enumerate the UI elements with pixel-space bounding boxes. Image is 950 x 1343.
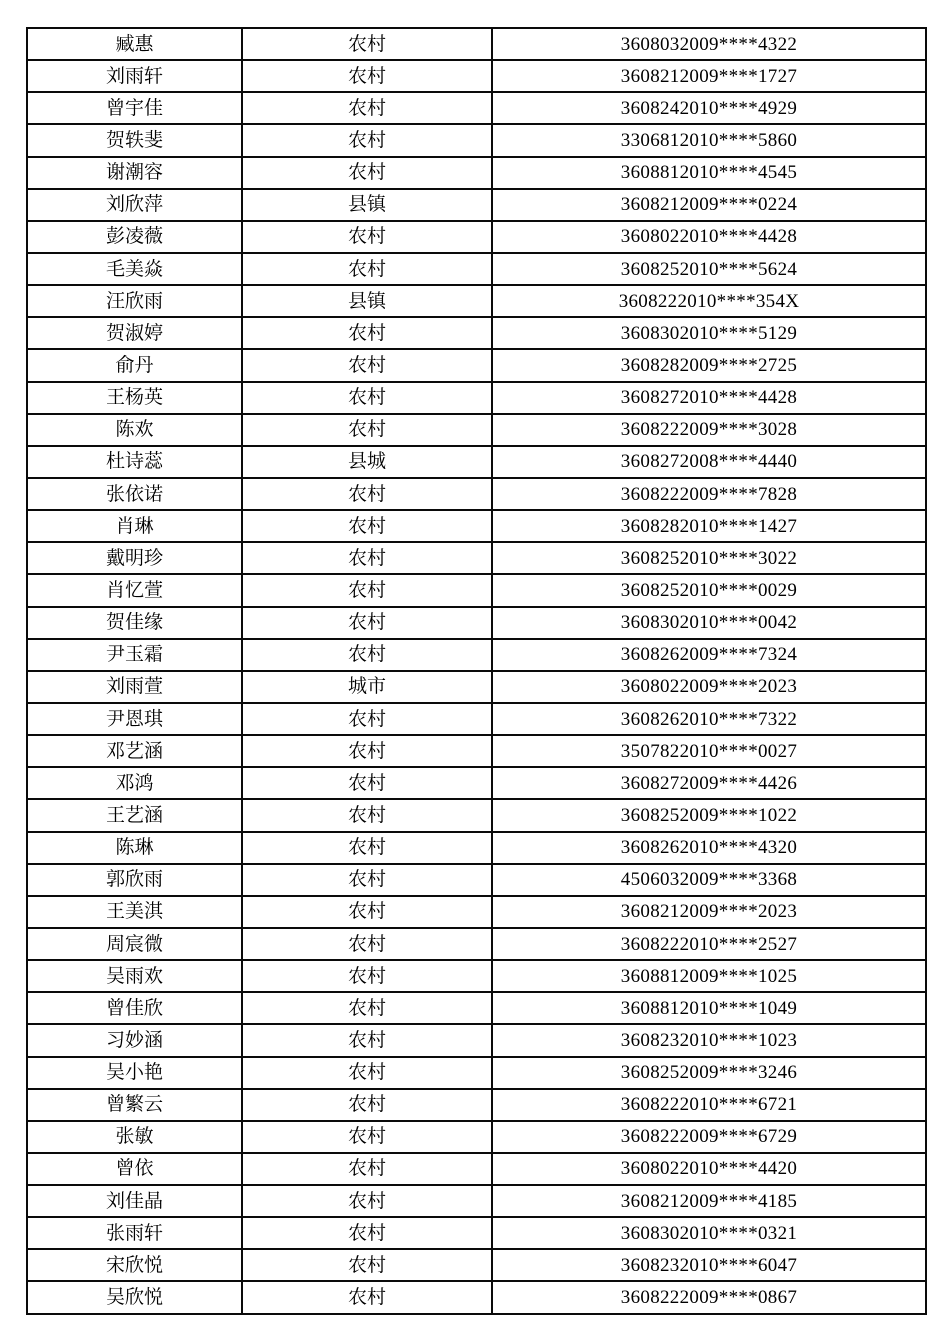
name-cell: 尹恩琪 bbox=[27, 703, 242, 735]
residence-type-cell: 农村 bbox=[242, 767, 492, 799]
table-row bbox=[27, 639, 926, 671]
table-row bbox=[27, 189, 926, 221]
table-row bbox=[27, 1185, 926, 1217]
table-row bbox=[27, 446, 926, 478]
id-number-cell: 3608222009****6729 bbox=[492, 1121, 926, 1153]
id-number-cell: 3608812009****1025 bbox=[492, 960, 926, 992]
residence-type-cell: 农村 bbox=[242, 799, 492, 831]
residence-type-cell: 农村 bbox=[242, 607, 492, 639]
residence-type-cell: 县城 bbox=[242, 446, 492, 478]
id-number-cell: 3306812010****5860 bbox=[492, 124, 926, 156]
name-cell: 刘雨轩 bbox=[27, 60, 242, 92]
id-number-cell: 3608022009****2023 bbox=[492, 671, 926, 703]
table-row bbox=[27, 124, 926, 156]
table-row bbox=[27, 1089, 926, 1121]
residence-type-cell: 农村 bbox=[242, 1249, 492, 1281]
residence-type-cell: 农村 bbox=[242, 349, 492, 381]
name-cell: 俞丹 bbox=[27, 349, 242, 381]
table-row bbox=[27, 574, 926, 606]
id-number-cell: 3608302010****5129 bbox=[492, 317, 926, 349]
name-cell: 戴明珍 bbox=[27, 542, 242, 574]
name-cell: 曾繁云 bbox=[27, 1089, 242, 1121]
name-cell: 汪欣雨 bbox=[27, 285, 242, 317]
residence-type-cell: 农村 bbox=[242, 832, 492, 864]
name-cell: 周宸微 bbox=[27, 928, 242, 960]
residence-type-cell: 农村 bbox=[242, 221, 492, 253]
residence-type-cell: 农村 bbox=[242, 510, 492, 542]
table-row bbox=[27, 478, 926, 510]
id-number-cell: 3608212009****1727 bbox=[492, 60, 926, 92]
residence-type-cell: 农村 bbox=[242, 1024, 492, 1056]
residence-type-cell: 农村 bbox=[242, 28, 492, 60]
id-number-cell: 3608022010****4428 bbox=[492, 221, 926, 253]
table-row bbox=[27, 253, 926, 285]
table-row bbox=[27, 221, 926, 253]
id-number-cell: 3608252010****0029 bbox=[492, 574, 926, 606]
id-number-cell: 3608812010****4545 bbox=[492, 157, 926, 189]
name-cell: 谢潮容 bbox=[27, 157, 242, 189]
residence-type-cell: 农村 bbox=[242, 574, 492, 606]
id-number-cell: 3608252010****3022 bbox=[492, 542, 926, 574]
id-number-cell: 3608282009****2725 bbox=[492, 349, 926, 381]
residence-type-cell: 农村 bbox=[242, 1217, 492, 1249]
id-number-cell: 3608242010****4929 bbox=[492, 92, 926, 124]
table-row bbox=[27, 1121, 926, 1153]
name-cell: 毛美焱 bbox=[27, 253, 242, 285]
residence-type-cell: 农村 bbox=[242, 1057, 492, 1089]
table-row bbox=[27, 1153, 926, 1185]
name-cell: 贺轶斐 bbox=[27, 124, 242, 156]
residence-type-cell: 农村 bbox=[242, 864, 492, 896]
table-row bbox=[27, 60, 926, 92]
name-cell: 杜诗蕊 bbox=[27, 446, 242, 478]
residence-type-cell: 农村 bbox=[242, 60, 492, 92]
name-cell: 彭凌薇 bbox=[27, 221, 242, 253]
residence-type-cell: 农村 bbox=[242, 639, 492, 671]
residence-type-cell: 农村 bbox=[242, 992, 492, 1024]
table-row bbox=[27, 671, 926, 703]
id-number-cell: 3608222010****2527 bbox=[492, 928, 926, 960]
id-number-cell: 3608212009****0224 bbox=[492, 189, 926, 221]
table-row bbox=[27, 1024, 926, 1056]
residence-type-cell: 农村 bbox=[242, 703, 492, 735]
name-cell: 陈琳 bbox=[27, 832, 242, 864]
table-row bbox=[27, 285, 926, 317]
table-row bbox=[27, 703, 926, 735]
name-cell: 曾佳欣 bbox=[27, 992, 242, 1024]
id-number-cell: 3608302010****0042 bbox=[492, 607, 926, 639]
id-number-cell: 3507822010****0027 bbox=[492, 735, 926, 767]
id-number-cell: 3608222009****3028 bbox=[492, 414, 926, 446]
id-number-cell: 3608222010****354X bbox=[492, 285, 926, 317]
residence-type-cell: 县镇 bbox=[242, 189, 492, 221]
id-number-cell: 3608212009****2023 bbox=[492, 896, 926, 928]
table-row bbox=[27, 317, 926, 349]
residence-type-cell: 农村 bbox=[242, 1121, 492, 1153]
residence-type-cell: 农村 bbox=[242, 1153, 492, 1185]
name-cell: 刘欣萍 bbox=[27, 189, 242, 221]
table-row bbox=[27, 799, 926, 831]
table-row bbox=[27, 382, 926, 414]
id-number-cell: 3608262009****7324 bbox=[492, 639, 926, 671]
name-cell: 刘雨萱 bbox=[27, 671, 242, 703]
table-row bbox=[27, 767, 926, 799]
table-row bbox=[27, 864, 926, 896]
table-row bbox=[27, 896, 926, 928]
name-cell: 邓鸿 bbox=[27, 767, 242, 799]
id-number-cell: 3608032009****4322 bbox=[492, 28, 926, 60]
table-row bbox=[27, 157, 926, 189]
table-row bbox=[27, 992, 926, 1024]
id-number-cell: 3608222009****0867 bbox=[492, 1281, 926, 1313]
table-row bbox=[27, 1281, 926, 1313]
table-row bbox=[27, 1057, 926, 1089]
id-number-cell: 3608252009****1022 bbox=[492, 799, 926, 831]
id-number-cell: 4506032009****3368 bbox=[492, 864, 926, 896]
table-body bbox=[27, 28, 926, 1314]
id-number-cell: 3608022010****4420 bbox=[492, 1153, 926, 1185]
name-cell: 张雨轩 bbox=[27, 1217, 242, 1249]
id-number-cell: 3608252009****3246 bbox=[492, 1057, 926, 1089]
id-number-cell: 3608232010****1023 bbox=[492, 1024, 926, 1056]
table-row bbox=[27, 349, 926, 381]
id-number-cell: 3608222009****7828 bbox=[492, 478, 926, 510]
residence-type-cell: 农村 bbox=[242, 253, 492, 285]
table-row bbox=[27, 832, 926, 864]
name-cell: 吴欣悦 bbox=[27, 1281, 242, 1313]
residence-type-cell: 农村 bbox=[242, 1089, 492, 1121]
id-number-cell: 3608222010****6721 bbox=[492, 1089, 926, 1121]
id-number-cell: 3608252010****5624 bbox=[492, 253, 926, 285]
residence-type-cell: 农村 bbox=[242, 124, 492, 156]
residence-type-cell: 农村 bbox=[242, 414, 492, 446]
table-row bbox=[27, 607, 926, 639]
id-number-cell: 3608212009****4185 bbox=[492, 1185, 926, 1217]
name-cell: 肖琳 bbox=[27, 510, 242, 542]
residence-type-cell: 农村 bbox=[242, 896, 492, 928]
residence-type-cell: 农村 bbox=[242, 317, 492, 349]
table-row bbox=[27, 1249, 926, 1281]
name-cell: 张敏 bbox=[27, 1121, 242, 1153]
residence-type-cell: 农村 bbox=[242, 92, 492, 124]
table-row bbox=[27, 960, 926, 992]
name-cell: 王杨英 bbox=[27, 382, 242, 414]
name-cell: 王美淇 bbox=[27, 896, 242, 928]
student-roster-table bbox=[26, 27, 927, 1315]
table-row bbox=[27, 414, 926, 446]
id-number-cell: 3608272008****4440 bbox=[492, 446, 926, 478]
name-cell: 臧惠 bbox=[27, 28, 242, 60]
name-cell: 贺淑婷 bbox=[27, 317, 242, 349]
residence-type-cell: 农村 bbox=[242, 1185, 492, 1217]
id-number-cell: 3608282010****1427 bbox=[492, 510, 926, 542]
name-cell: 王艺涵 bbox=[27, 799, 242, 831]
table-row bbox=[27, 542, 926, 574]
residence-type-cell: 农村 bbox=[242, 542, 492, 574]
name-cell: 邓艺涵 bbox=[27, 735, 242, 767]
id-number-cell: 3608262010****4320 bbox=[492, 832, 926, 864]
name-cell: 宋欣悦 bbox=[27, 1249, 242, 1281]
id-number-cell: 3608272009****4426 bbox=[492, 767, 926, 799]
residence-type-cell: 农村 bbox=[242, 382, 492, 414]
name-cell: 吴雨欢 bbox=[27, 960, 242, 992]
residence-type-cell: 县镇 bbox=[242, 285, 492, 317]
table-row bbox=[27, 1217, 926, 1249]
name-cell: 刘佳晶 bbox=[27, 1185, 242, 1217]
residence-type-cell: 农村 bbox=[242, 157, 492, 189]
id-number-cell: 3608262010****7322 bbox=[492, 703, 926, 735]
name-cell: 郭欣雨 bbox=[27, 864, 242, 896]
table-row bbox=[27, 92, 926, 124]
name-cell: 曾宇佳 bbox=[27, 92, 242, 124]
table-row bbox=[27, 510, 926, 542]
name-cell: 习妙涵 bbox=[27, 1024, 242, 1056]
name-cell: 陈欢 bbox=[27, 414, 242, 446]
residence-type-cell: 农村 bbox=[242, 478, 492, 510]
residence-type-cell: 城市 bbox=[242, 671, 492, 703]
residence-type-cell: 农村 bbox=[242, 928, 492, 960]
table-row bbox=[27, 28, 926, 60]
residence-type-cell: 农村 bbox=[242, 960, 492, 992]
name-cell: 吴小艳 bbox=[27, 1057, 242, 1089]
id-number-cell: 3608812010****1049 bbox=[492, 992, 926, 1024]
name-cell: 曾依 bbox=[27, 1153, 242, 1185]
residence-type-cell: 农村 bbox=[242, 735, 492, 767]
name-cell: 贺佳缘 bbox=[27, 607, 242, 639]
id-number-cell: 3608302010****0321 bbox=[492, 1217, 926, 1249]
name-cell: 尹玉霜 bbox=[27, 639, 242, 671]
table-row bbox=[27, 735, 926, 767]
id-number-cell: 3608272010****4428 bbox=[492, 382, 926, 414]
id-number-cell: 3608232010****6047 bbox=[492, 1249, 926, 1281]
table-row bbox=[27, 928, 926, 960]
name-cell: 张依诺 bbox=[27, 478, 242, 510]
name-cell: 肖忆萱 bbox=[27, 574, 242, 606]
residence-type-cell: 农村 bbox=[242, 1281, 492, 1313]
